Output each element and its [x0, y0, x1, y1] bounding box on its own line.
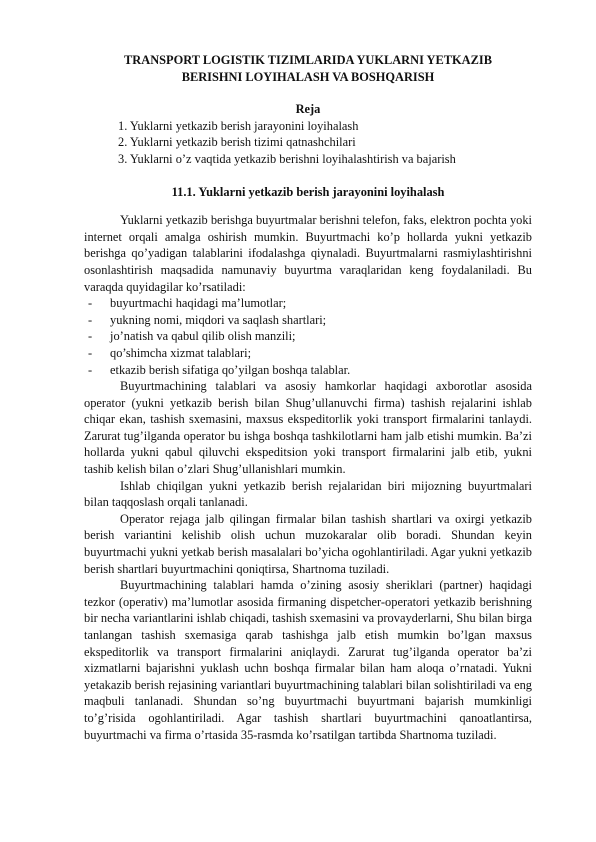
dash-marker: -: [88, 312, 93, 327]
plan-item: 1. Yuklarni yetkazib berish jarayonini loyihalash: [118, 118, 359, 133]
paragraph: Buyurtmachining talablari hamda o’zining asosiy sheriklari (partner) haqidagi tezkor (operativ) ma’lumotlar asosida firmaning dispetcher-operatori yetkazib berishning bir necha variantlarini ishlab chiqadi, tashish sxemasini va provayderlarni, Shu bilan birga tanlangan tashish sxemasiga qarab tashishga jalb etish mumkin bo’lgan maxsus ekspeditorlik va transport firmalarini aniqlaydi. Zarurat tug’ilganda operator ba’zi xizmatlarni bajarishni yuklash uchn boshqa firmalar bilan ham aloqa o’rnatadi. Yukni yetakazib berish rejasining variantlari buyurtmachining talablari bilan solishtiriladi va eng maqbuli tanlanadi. Shundan so’ng buyurtmachi buyurtmani bajarish mumkinligi to’g’risida ogohlantiriladi. Agar tashish shartlari buyurtmachini qanoatlantirsa, buyurtmachi va firma o’rtasida 35-rasmda ko’rsatilgan tartibda Shartnoma tuziladi.: [84, 578, 532, 742]
plan-item: 2. Yuklarni yetkazib berish tizimi qatnashchilari: [118, 135, 356, 150]
dash-marker: -: [88, 296, 93, 311]
document-page: [84, 48, 532, 743]
section-heading: 11.1. Yuklarni yetkazib berish jarayonini loyihalash: [171, 184, 445, 199]
requirements-list: [84, 295, 532, 378]
paragraph: Buyurtmachining talablari va asosiy hamkorlar haqidagi axborotlar asosida operator (yukni yetkazib berish bilan Shug’ullanuvchi firma) tashish rejalarini ishlab chiqar ekan, tashish sxemasini, maxsus ekspeditorlik yoki transport firmalarini tanlaydi. Zarurat tug’ilganda operator bu ishga boshqa tashkilotlarni ham jalb etishi mumkin. Ba’zi hollarda yukni qabul qiluvchi ekspeditsion yoki transport firmalarini jalb etib, yukni tashib kelish bilan o’zlari Shug’ullanishlari mumkin.: [84, 379, 532, 477]
list-item-text: yukning nomi, miqdori va saqlash shartlari;: [110, 312, 327, 327]
dash-marker: -: [88, 329, 93, 344]
dash-marker: -: [88, 362, 93, 377]
plan-heading: Reja: [295, 102, 321, 117]
list-item: [84, 312, 532, 329]
plan-item: 3. Yuklarni o’z vaqtida yetkazib berishni loyihalashtirish va bajarish: [118, 151, 456, 166]
list-item: [84, 362, 532, 379]
list-item: [84, 345, 532, 362]
document-title: [84, 52, 532, 85]
paragraph: Ishlab chiqilgan yukni yetkazib berish rejalaridan biri mijozning buyurtmalari bilan taqqoslash orqali tanlanadi.: [84, 478, 532, 510]
list-item: [84, 295, 532, 312]
list-item-text: jo’natish va qabul qilib olish manzili;: [110, 329, 296, 344]
list-item-text: buyurtmachi haqidagi ma’lumotlar;: [110, 296, 287, 311]
list-item: [84, 328, 532, 345]
title-line-2: BERISHNI LOYIHALASH VA BOSHQARISH: [181, 69, 435, 84]
paragraph: Operator rejaga jalb qilingan firmalar bilan tashish shartlari va oxirgi yetkazib berish variantini kelishib olish uchun muzokaralar olib boradi. Shundan keyin buyurtmachi yukni yetkab berish masalalari bo’yicha ogohlantiriladi. Agar yukni yetkazib berish shartlari buyurtmachini qoniqtirsa, Shartnoma tuziladi.: [84, 511, 532, 576]
plan-list: [118, 118, 532, 168]
dash-marker: -: [88, 345, 93, 360]
title-line-1: TRANSPORT LOGISTIK TIZIMLARIDA YUKLARNI YETKAZIB: [124, 53, 492, 67]
paragraph: Yuklarni yetkazib berishga buyurtmalar berishni telefon, faks, elektron pochta yoki internet orqali amalga oshirish mumkin. Buyurtmachi ko’p hollarda yukni yetkazib berishga qo’yadigan talablarini ifodalashga qiynaladi. Buyurtmalarni rasmiylashtirishni osonlashtirish maqsadida namunaviy buyurtma varaqlaridan keng foydalaniladi. Bu varaqda quyidagilar ko’rsatiladi:: [84, 213, 532, 294]
list-item-text: etkazib berish sifatiga qo’yilgan boshqa talablar.: [110, 362, 351, 377]
list-item-text: qo’shimcha xizmat talablari;: [110, 345, 252, 360]
